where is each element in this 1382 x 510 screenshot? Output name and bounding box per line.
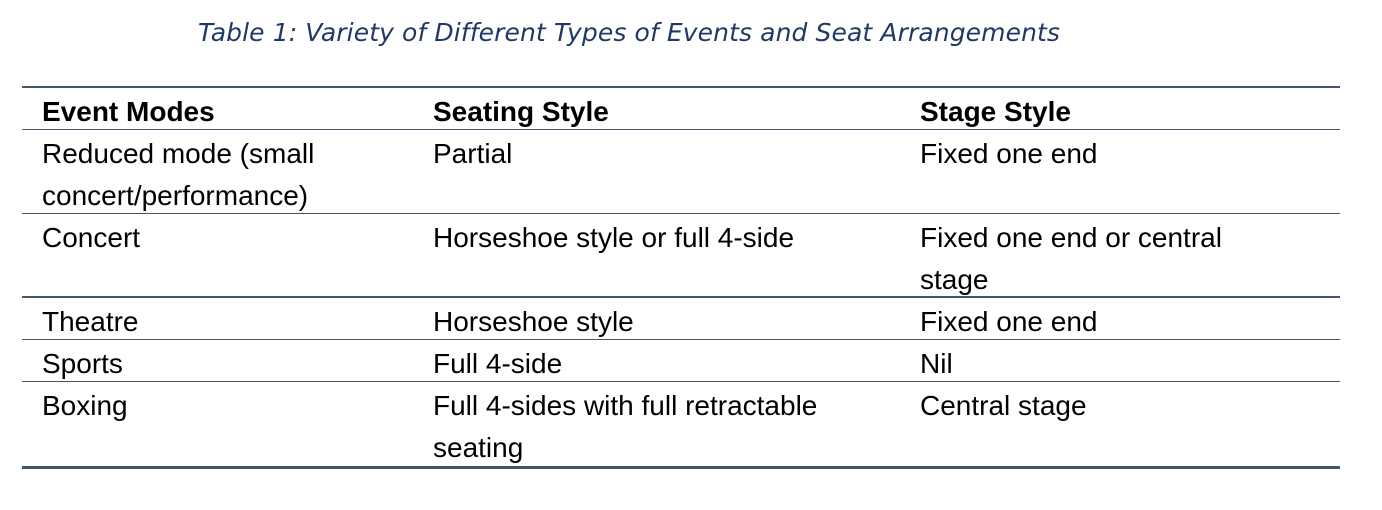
event-mode-cell: [42, 301, 139, 343]
cell-line: Concert: [42, 222, 141, 253]
event-mode-cell: [42, 385, 128, 427]
header-event-modes: Event Modes: [42, 96, 215, 127]
cell-line: Fixed one end or central: [920, 222, 1222, 253]
stage-style-cell: [920, 133, 1097, 175]
cell-line: Horseshoe style or full 4-side: [433, 222, 795, 253]
seating-style-cell: [433, 385, 817, 469]
seating-style-cell: [433, 343, 562, 385]
cell-line: Central stage: [920, 390, 1087, 421]
cell-line: stage: [920, 264, 989, 295]
cell-line: concert/performance): [42, 180, 309, 211]
header-stage-style: Stage Style: [920, 96, 1071, 127]
cell-line: Horseshoe style: [433, 306, 634, 337]
cell-line: Boxing: [42, 390, 128, 421]
cell-line: seating: [433, 432, 524, 463]
stage-style-cell: [920, 343, 953, 385]
header-seating-style: Seating Style: [433, 96, 609, 127]
table-row: [22, 340, 1340, 382]
cell-line: Sports: [42, 348, 123, 379]
event-mode-cell: [42, 343, 123, 385]
cell-line: Full 4-side: [433, 348, 563, 379]
events-table: [22, 86, 1340, 469]
cell-line: Partial: [433, 138, 513, 169]
cell-line: Fixed one end: [920, 138, 1098, 169]
table-row: [22, 298, 1340, 340]
stage-style-cell: [920, 217, 1222, 301]
table-row: [22, 382, 1340, 466]
cell-line: Full 4-sides with full retractable: [433, 390, 818, 421]
seating-style-cell: [433, 217, 794, 259]
cell-line: Fixed one end: [920, 306, 1098, 337]
table-row: [22, 214, 1340, 298]
cell-line: Nil: [920, 348, 953, 379]
table-row: [22, 130, 1340, 214]
cell-line: Theatre: [42, 306, 139, 337]
seating-style-cell: [433, 301, 634, 343]
stage-style-cell: [920, 301, 1097, 343]
stage-style-cell: [920, 385, 1087, 427]
event-mode-cell: [42, 217, 140, 259]
cell-line: Reduced mode (small: [42, 138, 315, 169]
table-caption: Table 1: Variety of Different Types of Events and Seat Arrangements: [198, 18, 1061, 47]
seating-style-cell: [433, 133, 512, 175]
table-header-row: [22, 88, 1340, 130]
event-mode-cell: [42, 133, 314, 217]
